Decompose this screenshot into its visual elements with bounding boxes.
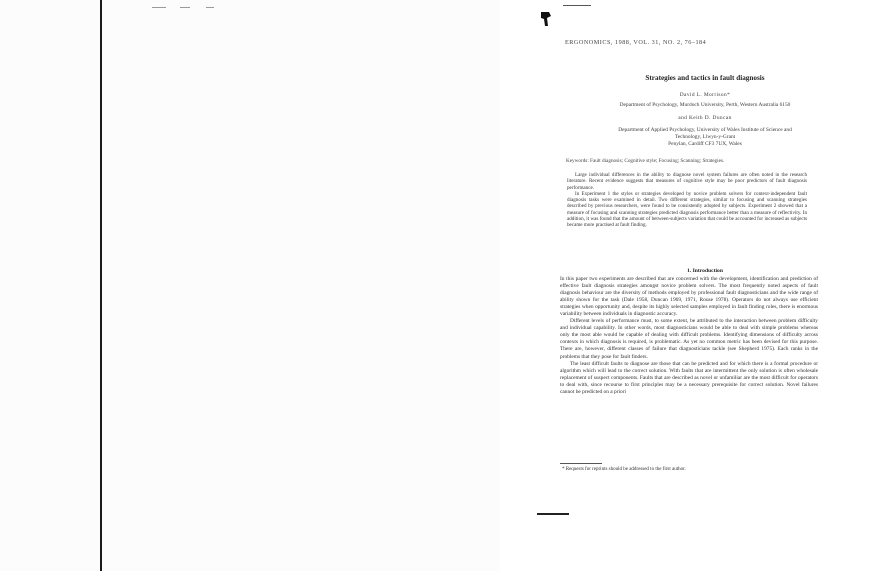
body-paragraph: Different levels of performance must, to some extent, be attributed to the interaction between problem difficulty and individual capability. In other words, most diagnosticians would be able to deal with simple problems whereas only the most able would be capable of dealing with difficult problems. Identifying dimensions of difficulty across contexts in which diagnosis is required, is problematic. As yet no common metric has been devised for this purpose. There are, however, different classes of failure that diagnosticians tackle (see Shepherd 1975). Each ranks in the problems that they pose for fault finders. [560,318,818,360]
author-2: and Keith D. Duncan [678,115,732,121]
corner-mark-icon [539,10,553,28]
section-heading: 1. Introduction [687,268,723,274]
journal-citation: ERGONOMICS, 1988, VOL. 31, NO. 2, 76–184 [565,39,707,46]
affiliation-2-line: Penylan, Cardiff CF3 7UX, Wales [668,141,742,147]
scan-edge-mark [206,7,214,8]
affiliation-2-line: Technology, Llwyn-y-Grant [674,134,736,140]
footnote-rule [560,463,602,464]
scan-edge-mark [152,7,166,8]
body-text [560,276,818,396]
abstract-paragraph: Large individual differences in the ability to diagnose novel system failures are often noted in the research literature. Recent evidence suggests that measures of cognitive style may be poor predictors of fault diagnosis performance. [567,172,807,191]
article-title: Strategies and tactics in fault diagnosis [645,74,765,82]
author-1: David L. Morrison* [679,92,731,98]
keywords: Keywords: Fault diagnosis; Cognitive style; Focusing; Scanning; Strategies. [566,158,725,164]
scan-edge-mark [180,7,190,8]
body-paragraph: In this paper two experiments are described that are concerned with the development, identification and prediction of effective fault diagnosis strategies amongst novice problem solvers. The most frequently noted aspects of fault diagnosis behaviour are the diversity of methods employed by professional fault diagnosticians and the wide range of ability shown for the task (Dale 1958, Duncan 1969, 1971, Rouse 1978). Operators do not always use efficient strategies when opportunity and, despite its highly selected samples employed in fault finding roles, there is enormous variability between individuals in diagnostic accuracy. [560,276,818,318]
affiliation-2-line: Department of Applied Psychology, University of Wales Institute of Science and [618,127,792,133]
abstract-paragraph: In Experiment 1 the styles or strategies developed by novice problem solvers for context-independent fault diagnosis tasks were examined in detail. Two different strategies, similar to focusing and scanning strategies described by previous researchers, were found to be consistently adopted by subjects. Experiment 2 showed that a measure of focusing and scanning strategies predicted diagnosis performance better than a measure of reflectivity. In addition, it was found that the amount of between-subjects variation that could be accounted for increased as subjects became more practised at fault finding. [567,190,807,229]
gutter-shadow [100,0,102,571]
footnote: * Requests for reprints should be addressed to the first author. [562,467,686,472]
top-rule [563,5,591,6]
affiliation-1: Department of Psychology, Murdoch University, Perth, Western Australia 6150 [619,102,791,108]
bottom-rule [537,513,569,515]
body-paragraph: The least difficult faults to diagnose are those that can be predicted and for which there is a formal procedure or algorithm which will lead to the correct solution. With faults that are intermittent the only solution is often wholesale replacement of suspect components. Faults that are described as novel or unfamiliar are the most difficult for operators to deal with, since recourse to first principles may be a necessary prerequisite for correct solution. Novel failures cannot be predicted on a priori [560,360,818,395]
abstract [567,172,807,229]
